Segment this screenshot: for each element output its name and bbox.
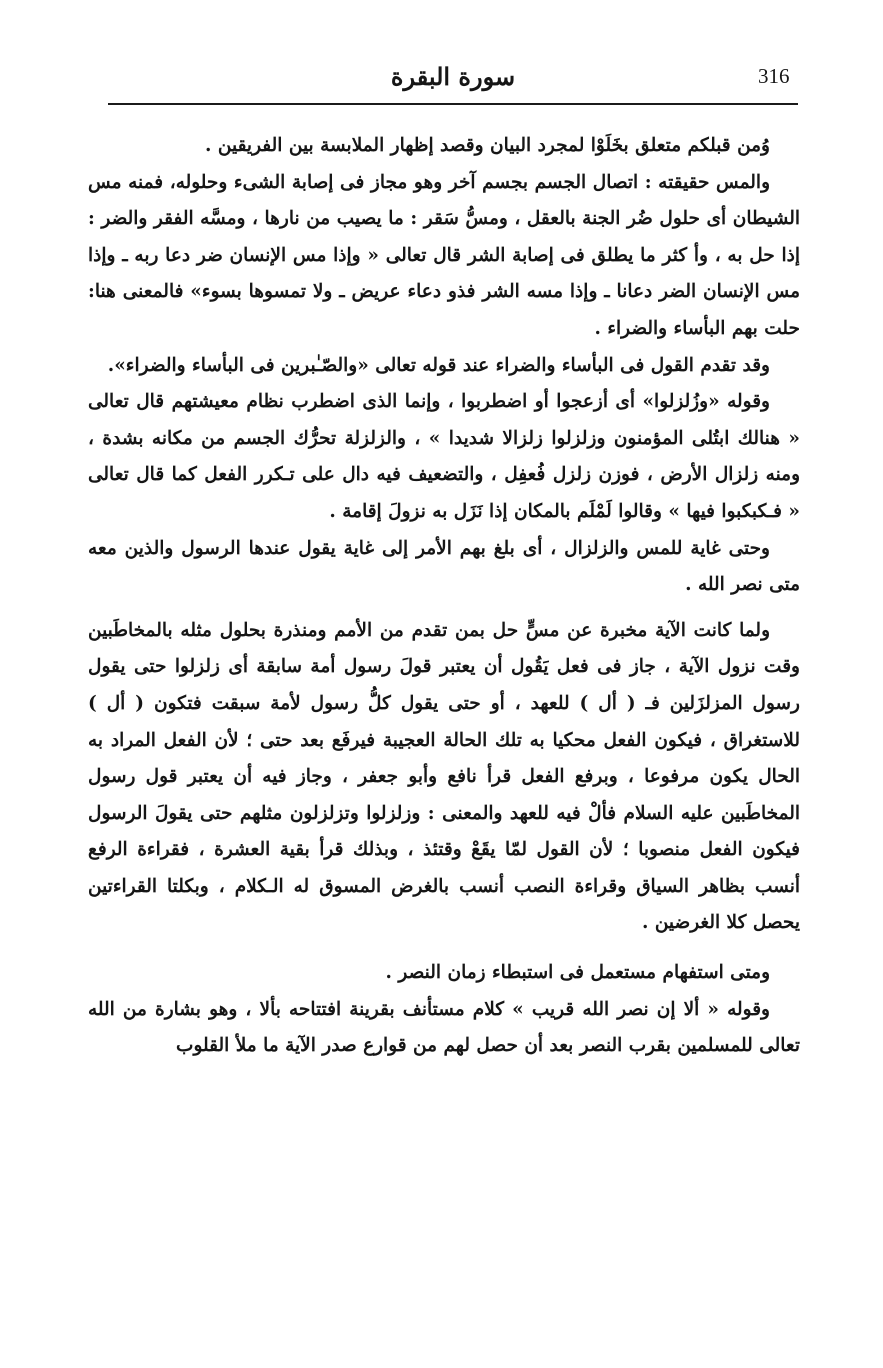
paragraph-8: وقوله « ألا إن نصر الله قريب » كلام مستأنف بقرينة افتتاحه بألا ، وهو بشارة من الله تعالى للمسلمين بقرب النصر بعد أن حصل لهم من قوارع صدر الآية ما ملأ القلوب <box>88 998 800 1057</box>
header-divider <box>108 103 798 105</box>
paragraph-3: وقد تقدم القول فى البأساء والضراء عند قوله تعالى «والصّـٰبرين فى البأساء والضراء». <box>107 354 770 376</box>
running-title: سورة البقرة <box>390 62 516 91</box>
paragraph-1: وُمن قبلكم متعلق بخَلَوْا لمجرد البيان وقصد إظهار الملابسة بين الفريقين . <box>205 135 770 156</box>
paragraph-5: وحتى غاية للمس والزلزال ، أى بلغ بهم الأمر إلى غاية يقول عندها الرسول والذين معه متى نصر الله . <box>88 537 800 596</box>
paragraph-2: والمس حقيقته : اتصال الجسم بجسم آخر وهو مجاز فى إصابة الشىء وحلوله، فمنه مس الشيطان أى حلول ضُر الجنة بالعقل ، ومسُّ سَقر : ما يصيب من نارها ، ومسَّه الفقر والضر : إذا حل به ، وأ كثر ما يطلق فى إصابة الشر قال تعالى « وإذا مس الإنسان ضر دعا ربه ـ وإذا مس الإنسان الضر دعانا ـ وإذا مسه الشر فذو دعاء عريض ـ ولا تمسوها بسوء» فالمعنى هنا: حلت بهم البأساء والضراء . <box>88 171 800 339</box>
body-text <box>88 128 800 1353</box>
page-header <box>108 58 798 98</box>
paragraph-6: ولما كانت الآية مخبرة عن مسٍّ حل بمن تقدم من الأمم ومنذرة بحلول مثله بالمخاطَبين وقت نزول الآية ، جاز فى فعل يَقُول أن يعتبر قولَ رسول أمة سابقة أى زلزلوا حتى يقول رسول المزلزَلين فـ ( أل ) للعهد ، أو حتى يقول كلُّ رسول لأمة سبقت فتكون ( أل ) للاستغراق ، فيكون الفعل محكيا به تلك الحالة العجيبة فيرفَع بعد حتى ؛ لأن الفعل المراد به الحال يكون مرفوعا ، وبرفع الفعل قرأ نافع وأبو جعفر ، وجاز فيه أن يعتبر قول رسول المخاطَبين عليه السلام فألْ فيه للعهد والمعنى : وزلزلوا وتزلزلون مثلهم حتى يقولَ الرسول فيكون الفعل منصوبا ؛ لأن القول لمّا يقَعْ وقتئذ ، وبذلك قرأ بقية العشرة ، فقراءة الرفع أنسب بظاهر السياق وقراءة النصب أنسب بالغرض المسوق له الـكلام ، وبكلتا القراءتين يحصل كلا الغرضين . <box>88 619 800 934</box>
paragraph-4: وقوله «وزُلزلوا» أى أزعجوا أو اضطربوا ، وإنما الذى اضطرب نظام معيشتهم قال تعالى « هنالك ابتُلى المؤمنون وزلزلوا زلزالا شديدا » ، والزلزلة تحرُّك الجسم من مكانه بشدة ، ومنه زلزال الأرض ، فوزن زلزل فُعفِل ، والتضعيف فيه دال على تـكرر الفعل كما قال تعالى « فـكبكبوا فيها » وقالوا لَمْلَم بالمكان إذا نَزَل به نزولَ إقامة . <box>88 391 800 522</box>
page-number: 316 <box>758 64 790 88</box>
paragraph-7: ومتى استفهام مستعمل فى استبطاء زمان النصر . <box>385 962 770 984</box>
